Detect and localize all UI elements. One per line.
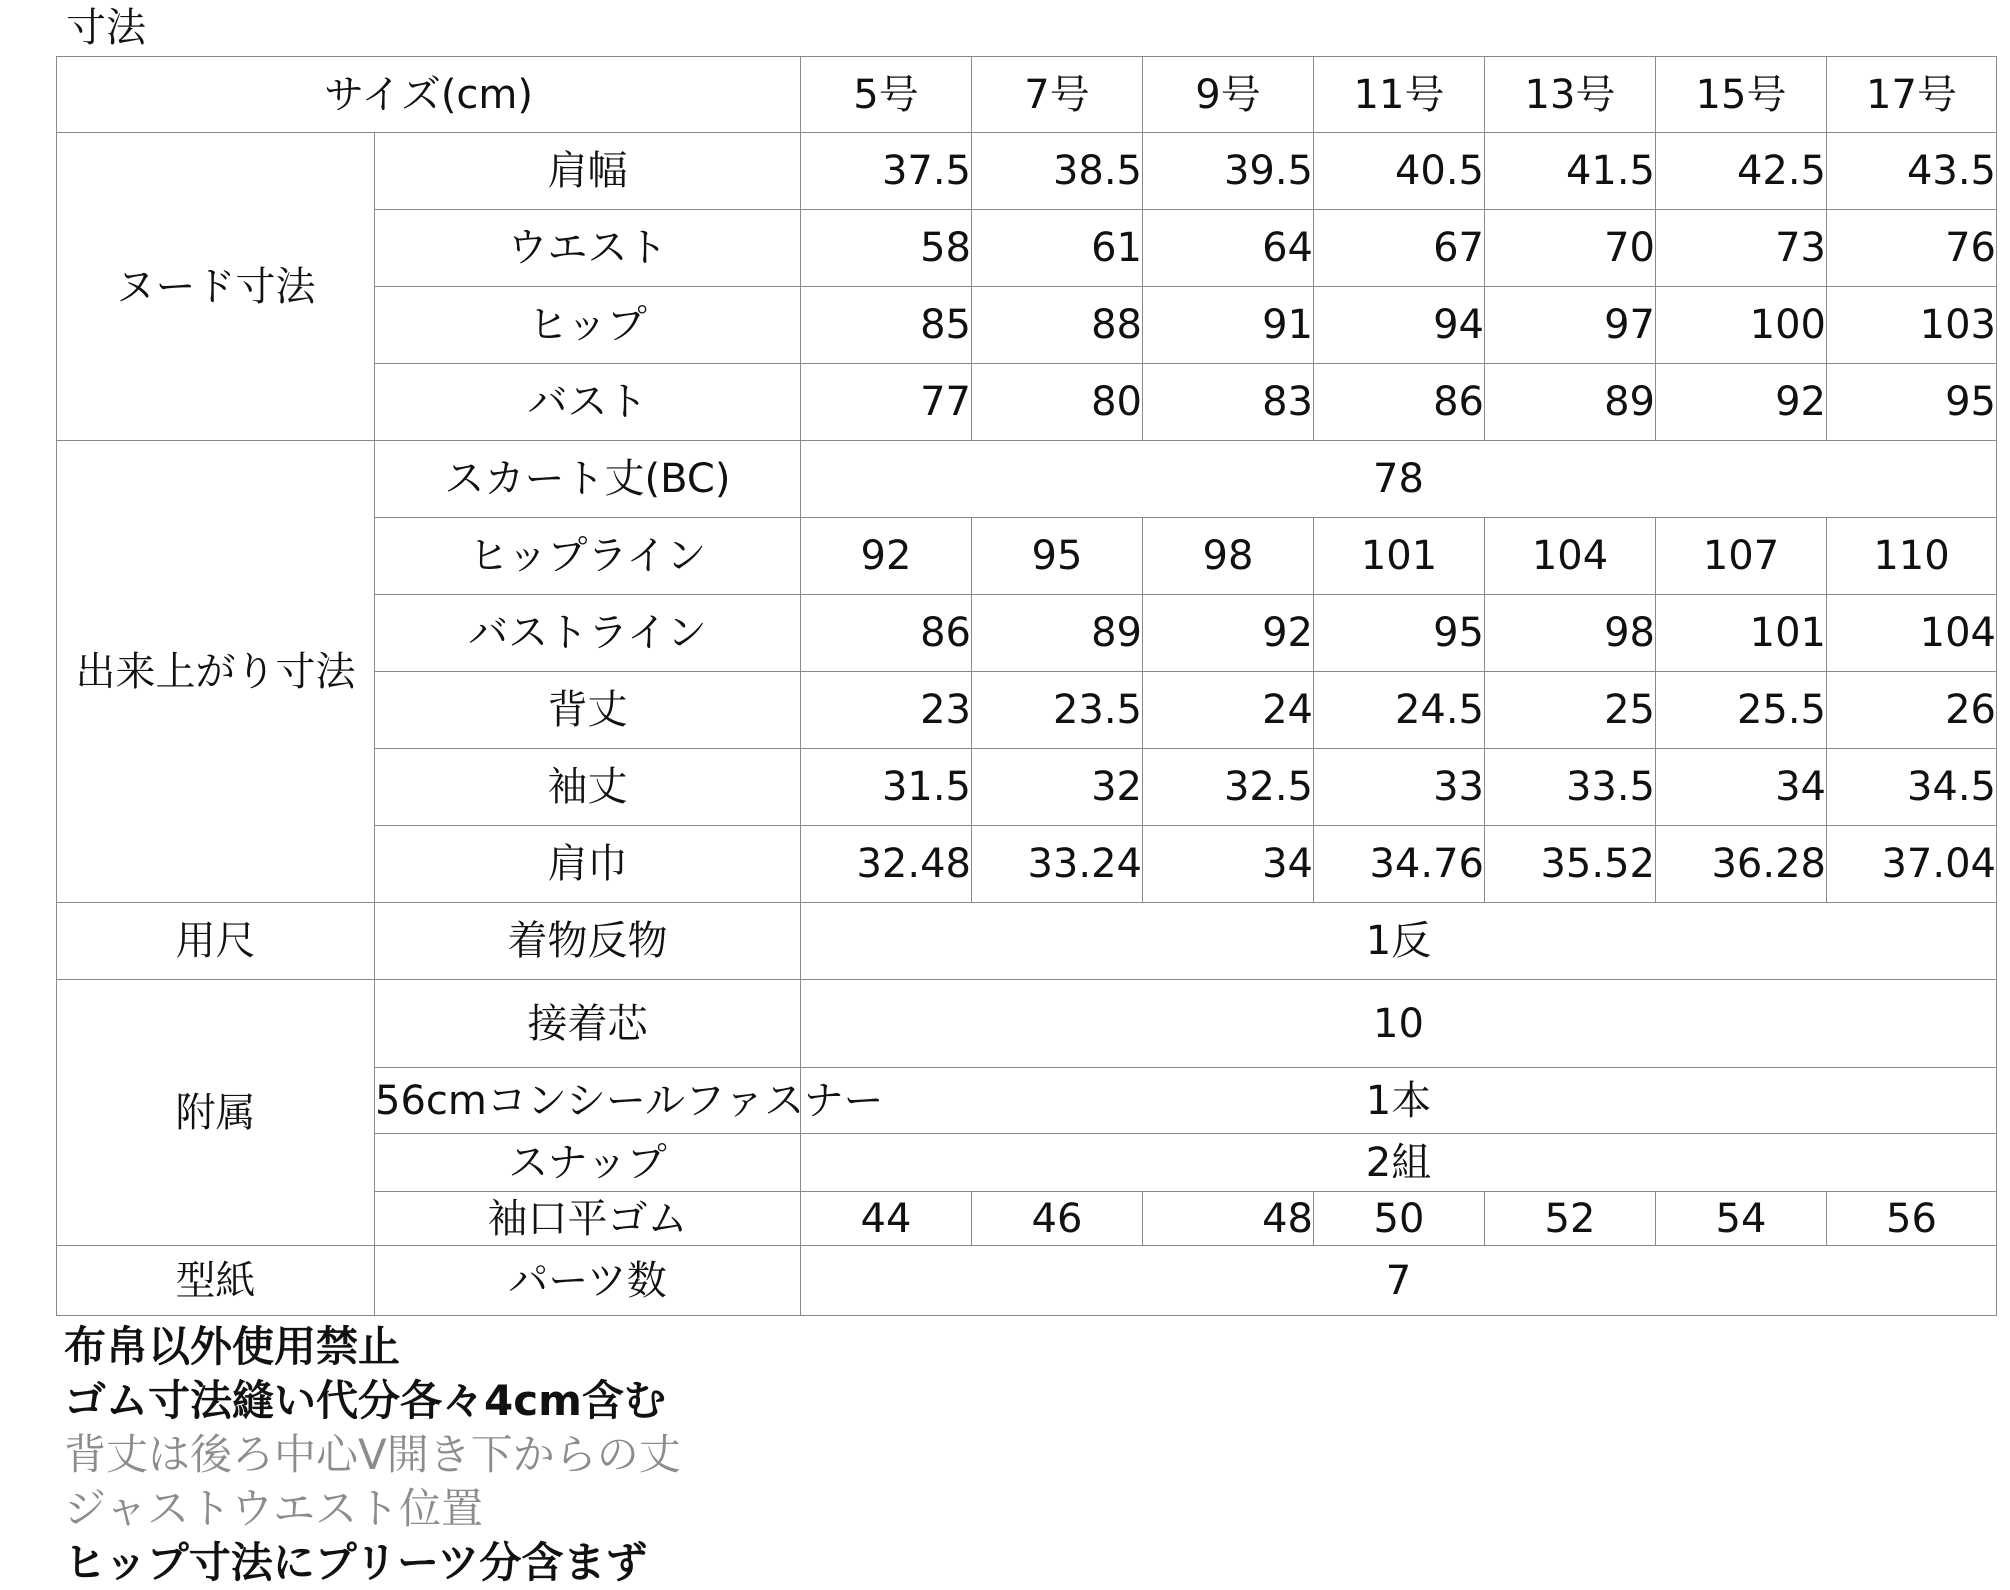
table-cell: 26 bbox=[1827, 672, 1997, 749]
row-label: 着物反物 bbox=[375, 903, 801, 980]
table-row bbox=[57, 1246, 1997, 1316]
row-label: 袖口平ゴム bbox=[375, 1192, 801, 1246]
table-cell: 42.5 bbox=[1656, 133, 1827, 210]
table-cell: 43.5 bbox=[1827, 133, 1997, 210]
table-cell: 70 bbox=[1485, 210, 1656, 287]
row-label: スカート丈(BC) bbox=[375, 441, 801, 518]
row-label: 接着芯 bbox=[375, 980, 801, 1068]
table-cell: 89 bbox=[1485, 364, 1656, 441]
table-cell: 77 bbox=[801, 364, 972, 441]
row-label: 肩巾 bbox=[375, 826, 801, 903]
note-line: ヒップ寸法にプリーツ分含まず bbox=[64, 1538, 648, 1587]
group-label-pattern: 型紙 bbox=[57, 1246, 375, 1316]
table-cell: 35.52 bbox=[1485, 826, 1656, 903]
size-header: 13号 bbox=[1485, 57, 1656, 133]
note-line: ジャストウエスト位置 bbox=[64, 1484, 484, 1533]
table-cell: 33 bbox=[1314, 749, 1485, 826]
table-cell: 101 bbox=[1656, 595, 1827, 672]
table-cell: 100 bbox=[1656, 287, 1827, 364]
table-cell: 39.5 bbox=[1143, 133, 1314, 210]
table-cell: 32.5 bbox=[1143, 749, 1314, 826]
table-cell: 34 bbox=[1143, 826, 1314, 903]
table-cell: 46 bbox=[972, 1192, 1143, 1246]
group-label-yardage: 用尺 bbox=[57, 903, 375, 980]
size-table bbox=[56, 56, 1997, 1316]
size-header: 5号 bbox=[801, 57, 972, 133]
table-cell: 40.5 bbox=[1314, 133, 1485, 210]
row-label: パーツ数 bbox=[375, 1246, 801, 1316]
table-cell: 56 bbox=[1827, 1192, 1997, 1246]
table-cell: 54 bbox=[1656, 1192, 1827, 1246]
table-cell: 34.5 bbox=[1827, 749, 1997, 826]
size-header: 11号 bbox=[1314, 57, 1485, 133]
table-cell: 110 bbox=[1827, 518, 1997, 595]
table-cell: 86 bbox=[1314, 364, 1485, 441]
table-cell: 44 bbox=[801, 1192, 972, 1246]
note-line: 背丈は後ろ中心V開き下からの丈 bbox=[64, 1430, 681, 1479]
note-line: ゴム寸法縫い代分各々4cm含む bbox=[64, 1376, 666, 1425]
row-label: 肩幅 bbox=[375, 133, 801, 210]
table-row bbox=[57, 441, 1997, 518]
table-cell: 95 bbox=[972, 518, 1143, 595]
table-cell: 89 bbox=[972, 595, 1143, 672]
table-row bbox=[57, 980, 1997, 1068]
table-cell: 98 bbox=[1143, 518, 1314, 595]
table-cell: 95 bbox=[1827, 364, 1997, 441]
row-label: 背丈 bbox=[375, 672, 801, 749]
table-cell: 58 bbox=[801, 210, 972, 287]
table-cell: 104 bbox=[1485, 518, 1656, 595]
row-label: ヒップ bbox=[375, 287, 801, 364]
table-cell: 23.5 bbox=[972, 672, 1143, 749]
table-cell: 91 bbox=[1143, 287, 1314, 364]
table-cell: 34.76 bbox=[1314, 826, 1485, 903]
table-cell: 32 bbox=[972, 749, 1143, 826]
row-label: ヒップライン bbox=[375, 518, 801, 595]
table-cell: 1反 bbox=[801, 903, 1997, 980]
table-cell: 88 bbox=[972, 287, 1143, 364]
table-cell: 64 bbox=[1143, 210, 1314, 287]
table-cell: 78 bbox=[801, 441, 1997, 518]
table-cell: 104 bbox=[1827, 595, 1997, 672]
table-cell: 98 bbox=[1485, 595, 1656, 672]
row-label: スナップ bbox=[375, 1134, 801, 1192]
table-cell: 34 bbox=[1656, 749, 1827, 826]
table-cell: 23 bbox=[801, 672, 972, 749]
table-cell: 50 bbox=[1314, 1192, 1485, 1246]
note-line: 布帛以外使用禁止 bbox=[64, 1322, 401, 1371]
table-cell: 25.5 bbox=[1656, 672, 1827, 749]
row-label: バスト bbox=[375, 364, 801, 441]
size-header: 15号 bbox=[1656, 57, 1827, 133]
group-label-nude: ヌード寸法 bbox=[57, 133, 375, 441]
row-label: ウエスト bbox=[375, 210, 801, 287]
group-label-finished: 出来上がり寸法 bbox=[57, 441, 375, 903]
group-label-accessories: 附属 bbox=[57, 980, 375, 1246]
table-cell: 1本 bbox=[801, 1068, 1997, 1134]
table-cell: 107 bbox=[1656, 518, 1827, 595]
table-cell: 92 bbox=[801, 518, 972, 595]
size-header-label: サイズ(cm) bbox=[57, 57, 801, 133]
size-header: 17号 bbox=[1827, 57, 1997, 133]
page-title: 寸法 bbox=[66, 5, 146, 51]
table-cell: 73 bbox=[1656, 210, 1827, 287]
table-cell: 10 bbox=[801, 980, 1997, 1068]
table-cell: 103 bbox=[1827, 287, 1997, 364]
table-cell: 25 bbox=[1485, 672, 1656, 749]
table-cell: 67 bbox=[1314, 210, 1485, 287]
table-cell: 36.28 bbox=[1656, 826, 1827, 903]
table-cell: 97 bbox=[1485, 287, 1656, 364]
table-cell: 86 bbox=[801, 595, 972, 672]
row-label: 56cmコンシールファスナー bbox=[375, 1068, 801, 1134]
table-cell: 2組 bbox=[801, 1134, 1997, 1192]
table-cell: 92 bbox=[1143, 595, 1314, 672]
row-label: バストライン bbox=[375, 595, 801, 672]
table-cell: 95 bbox=[1314, 595, 1485, 672]
table-cell: 48 bbox=[1143, 1192, 1314, 1246]
table-cell: 33.5 bbox=[1485, 749, 1656, 826]
table-cell: 101 bbox=[1314, 518, 1485, 595]
header-row bbox=[57, 57, 1997, 133]
table-cell: 85 bbox=[801, 287, 972, 364]
table-cell: 61 bbox=[972, 210, 1143, 287]
table-cell: 37.5 bbox=[801, 133, 972, 210]
table-cell: 24.5 bbox=[1314, 672, 1485, 749]
notes bbox=[64, 1320, 681, 1590]
table-cell: 37.04 bbox=[1827, 826, 1997, 903]
table-cell: 83 bbox=[1143, 364, 1314, 441]
table-cell: 24 bbox=[1143, 672, 1314, 749]
table-cell: 38.5 bbox=[972, 133, 1143, 210]
row-label: 袖丈 bbox=[375, 749, 801, 826]
size-header: 9号 bbox=[1143, 57, 1314, 133]
table-cell: 80 bbox=[972, 364, 1143, 441]
table-row bbox=[57, 133, 1997, 210]
table-row bbox=[57, 903, 1997, 980]
table-cell: 94 bbox=[1314, 287, 1485, 364]
table-cell: 33.24 bbox=[972, 826, 1143, 903]
table-cell: 7 bbox=[801, 1246, 1997, 1316]
size-header: 7号 bbox=[972, 57, 1143, 133]
table-cell: 52 bbox=[1485, 1192, 1656, 1246]
table-cell: 41.5 bbox=[1485, 133, 1656, 210]
table-cell: 32.48 bbox=[801, 826, 972, 903]
table-cell: 76 bbox=[1827, 210, 1997, 287]
table-cell: 92 bbox=[1656, 364, 1827, 441]
table-cell: 31.5 bbox=[801, 749, 972, 826]
